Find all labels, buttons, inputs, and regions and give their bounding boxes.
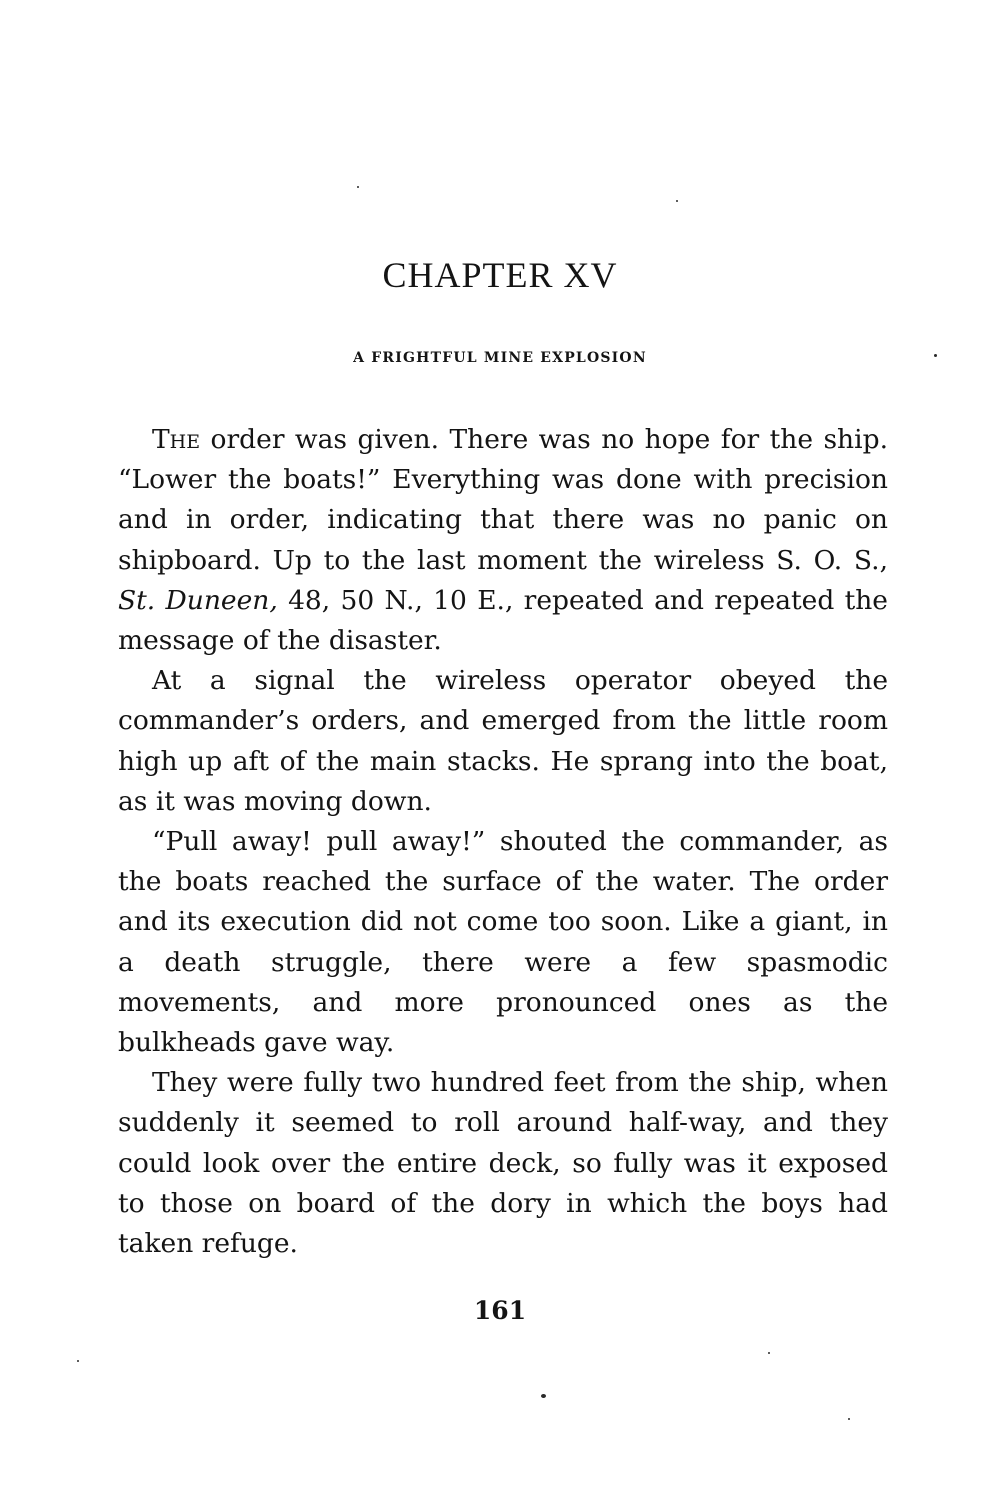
paragraph-1-rest: 48, 50 N., 10 E., repeated and repeated the message of the disaster. (118, 584, 888, 657)
paragraph-1 (118, 420, 888, 661)
chapter-title: CHAPTER XV (382, 255, 618, 295)
page-number: 161 (473, 1296, 527, 1325)
scan-speck (768, 1352, 770, 1354)
ship-name: St. Duneen, (118, 584, 278, 616)
scan-speck (77, 1360, 79, 1362)
chapter-subtitle: A FRIGHTFUL MINE EXPLOSION (353, 350, 647, 366)
scan-speck (357, 186, 359, 188)
paragraph-4: They were fully two hundred feet from the ship, when suddenly it seemed to roll around half-way, and they could look over the entire deck, so fully was it exposed to those on board of the dory in which the boys had taken refuge. (118, 1067, 888, 1260)
chapter-body (118, 420, 888, 1264)
scan-speck (848, 1418, 850, 1420)
paragraph-2: At a signal the wireless operator obeyed the commander’s orders, and emerged from the little room high up aft of the main stacks. He sprang into the boat, as it was moving down. (118, 665, 888, 817)
scan-speck (676, 200, 678, 202)
lead-word: The (152, 424, 201, 455)
scan-speck (541, 1394, 546, 1398)
scan-speck (934, 354, 937, 357)
paragraph-1-text: order was given. There was no hope for the ship. “Lower the boats!” Everything was done with precision and in order, indicating that there was no panic on shipboard. Up to the last moment the wireless S. O. S., (118, 424, 888, 576)
paragraph-3: “Pull away! pull away!” shouted the commander, as the boats reached the surface of the water. The order and its execution did not come too soon. Like a giant, in a death struggle, there were a few spasmodic movements, and more pronounced ones as the bulkheads gave way. (118, 826, 888, 1059)
